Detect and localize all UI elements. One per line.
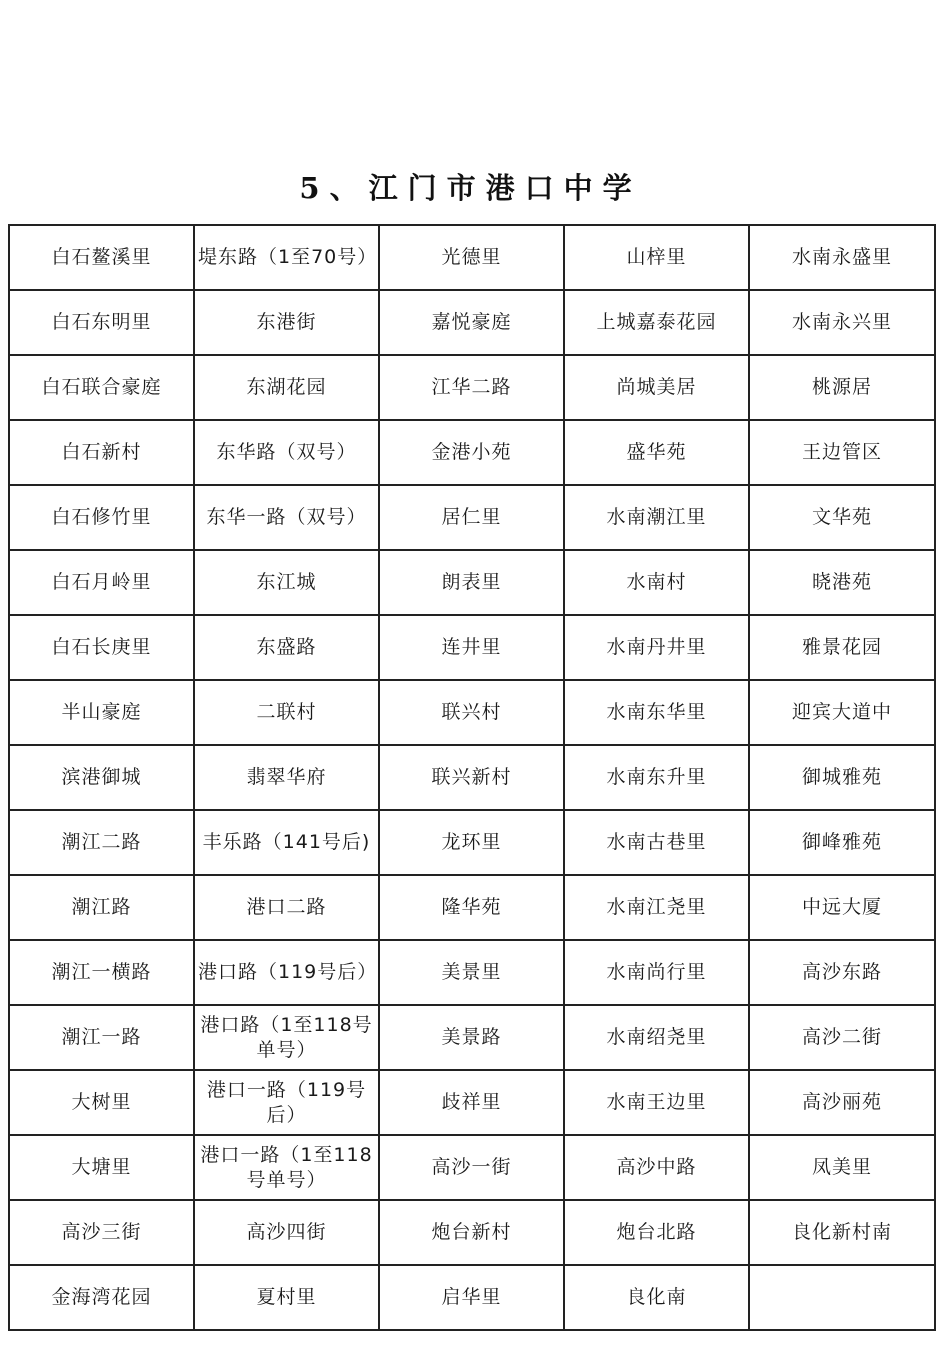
table-cell: 堤东路（1至70号） <box>194 225 379 290</box>
table-cell: 启华里 <box>379 1265 564 1330</box>
table-row <box>9 810 935 875</box>
table-cell: 上城嘉泰花园 <box>564 290 749 355</box>
table-cell: 联兴村 <box>379 680 564 745</box>
table-cell: 水南尚行里 <box>564 940 749 1005</box>
table-cell: 东江城 <box>194 550 379 615</box>
table-cell: 隆华苑 <box>379 875 564 940</box>
table-cell: 美景里 <box>379 940 564 1005</box>
table-cell: 水南永兴里 <box>749 290 935 355</box>
table-row <box>9 1265 935 1330</box>
table-cell: 江华二路 <box>379 355 564 420</box>
table-row <box>9 1005 935 1070</box>
table-cell: 水南潮江里 <box>564 485 749 550</box>
table-cell: 歧祥里 <box>379 1070 564 1135</box>
table-cell: 中远大厦 <box>749 875 935 940</box>
page-title: 5、江门市港口中学 <box>299 171 642 205</box>
table-cell: 良化南 <box>564 1265 749 1330</box>
table-cell: 连井里 <box>379 615 564 680</box>
table-cell: 美景路 <box>379 1005 564 1070</box>
table-cell: 东湖花园 <box>194 355 379 420</box>
table-row <box>9 225 935 290</box>
table-cell: 丰乐路（141号后) <box>194 810 379 875</box>
table-cell: 夏村里 <box>194 1265 379 1330</box>
table-row <box>9 355 935 420</box>
table-row <box>9 940 935 1005</box>
table-cell: 港口一路（119号后） <box>194 1070 379 1135</box>
table-cell: 白石修竹里 <box>9 485 194 550</box>
table-cell: 御城雅苑 <box>749 745 935 810</box>
table-cell: 桃源居 <box>749 355 935 420</box>
table-row <box>9 1200 935 1265</box>
table-cell: 潮江一横路 <box>9 940 194 1005</box>
table-cell: 潮江路 <box>9 875 194 940</box>
table-row <box>9 745 935 810</box>
table-row <box>9 550 935 615</box>
table-cell: 金港小苑 <box>379 420 564 485</box>
table-cell: 龙环里 <box>379 810 564 875</box>
table-cell: 高沙东路 <box>749 940 935 1005</box>
table-cell: 御峰雅苑 <box>749 810 935 875</box>
table-cell: 凤美里 <box>749 1135 935 1200</box>
table-cell: 高沙三街 <box>9 1200 194 1265</box>
table-cell: 盛华苑 <box>564 420 749 485</box>
table-row <box>9 615 935 680</box>
table-row <box>9 485 935 550</box>
table-row <box>9 1135 935 1200</box>
table-cell: 炮台新村 <box>379 1200 564 1265</box>
table-row <box>9 875 935 940</box>
table-cell: 东华一路（双号） <box>194 485 379 550</box>
table-cell: 王边管区 <box>749 420 935 485</box>
table-cell: 尚城美居 <box>564 355 749 420</box>
table-cell: 水南永盛里 <box>749 225 935 290</box>
table-cell: 潮江二路 <box>9 810 194 875</box>
table-cell: 白石月岭里 <box>9 550 194 615</box>
table-cell: 嘉悦豪庭 <box>379 290 564 355</box>
table-cell: 大塘里 <box>9 1135 194 1200</box>
table-cell: 高沙二街 <box>749 1005 935 1070</box>
table-cell: 水南东华里 <box>564 680 749 745</box>
table-cell: 港口一路（1至118号单号） <box>194 1135 379 1200</box>
table-cell: 白石长庚里 <box>9 615 194 680</box>
table-cell: 东华路（双号） <box>194 420 379 485</box>
table-cell: 良化新村南 <box>749 1200 935 1265</box>
table-cell: 水南东升里 <box>564 745 749 810</box>
table-cell: 水南王边里 <box>564 1070 749 1135</box>
table-cell: 二联村 <box>194 680 379 745</box>
table-cell: 雅景花园 <box>749 615 935 680</box>
table-cell: 炮台北路 <box>564 1200 749 1265</box>
table-cell: 水南绍尧里 <box>564 1005 749 1070</box>
table-cell: 高沙四街 <box>194 1200 379 1265</box>
table-cell: 滨港御城 <box>9 745 194 810</box>
table-cell: 白石东明里 <box>9 290 194 355</box>
table-cell: 高沙丽苑 <box>749 1070 935 1135</box>
address-table <box>8 224 936 1331</box>
table-cell: 水南村 <box>564 550 749 615</box>
table-cell: 高沙中路 <box>564 1135 749 1200</box>
table-cell: 大树里 <box>9 1070 194 1135</box>
table-cell: 高沙一街 <box>379 1135 564 1200</box>
table-cell: 晓港苑 <box>749 550 935 615</box>
table-row <box>9 1070 935 1135</box>
table-cell: 文华苑 <box>749 485 935 550</box>
table-cell: 东港街 <box>194 290 379 355</box>
table-cell: 潮江一路 <box>9 1005 194 1070</box>
table-cell: 白石新村 <box>9 420 194 485</box>
table-row <box>9 680 935 745</box>
table-row <box>9 290 935 355</box>
table-cell: 光德里 <box>379 225 564 290</box>
table-row <box>9 420 935 485</box>
table-cell: 朗表里 <box>379 550 564 615</box>
table-cell: 白石鳌溪里 <box>9 225 194 290</box>
table-cell: 迎宾大道中 <box>749 680 935 745</box>
table-cell: 水南古巷里 <box>564 810 749 875</box>
table-cell <box>749 1265 935 1330</box>
table-cell: 港口路（119号后） <box>194 940 379 1005</box>
table-cell: 东盛路 <box>194 615 379 680</box>
table-cell: 港口二路 <box>194 875 379 940</box>
table-cell: 居仁里 <box>379 485 564 550</box>
table-cell: 联兴新村 <box>379 745 564 810</box>
table-cell: 水南江尧里 <box>564 875 749 940</box>
table-cell: 翡翠华府 <box>194 745 379 810</box>
table-cell: 港口路（1至118号单号） <box>194 1005 379 1070</box>
table-cell: 山梓里 <box>564 225 749 290</box>
table-cell: 半山豪庭 <box>9 680 194 745</box>
table-cell: 水南丹井里 <box>564 615 749 680</box>
table-cell: 白石联合豪庭 <box>9 355 194 420</box>
table-cell: 金海湾花园 <box>9 1265 194 1330</box>
